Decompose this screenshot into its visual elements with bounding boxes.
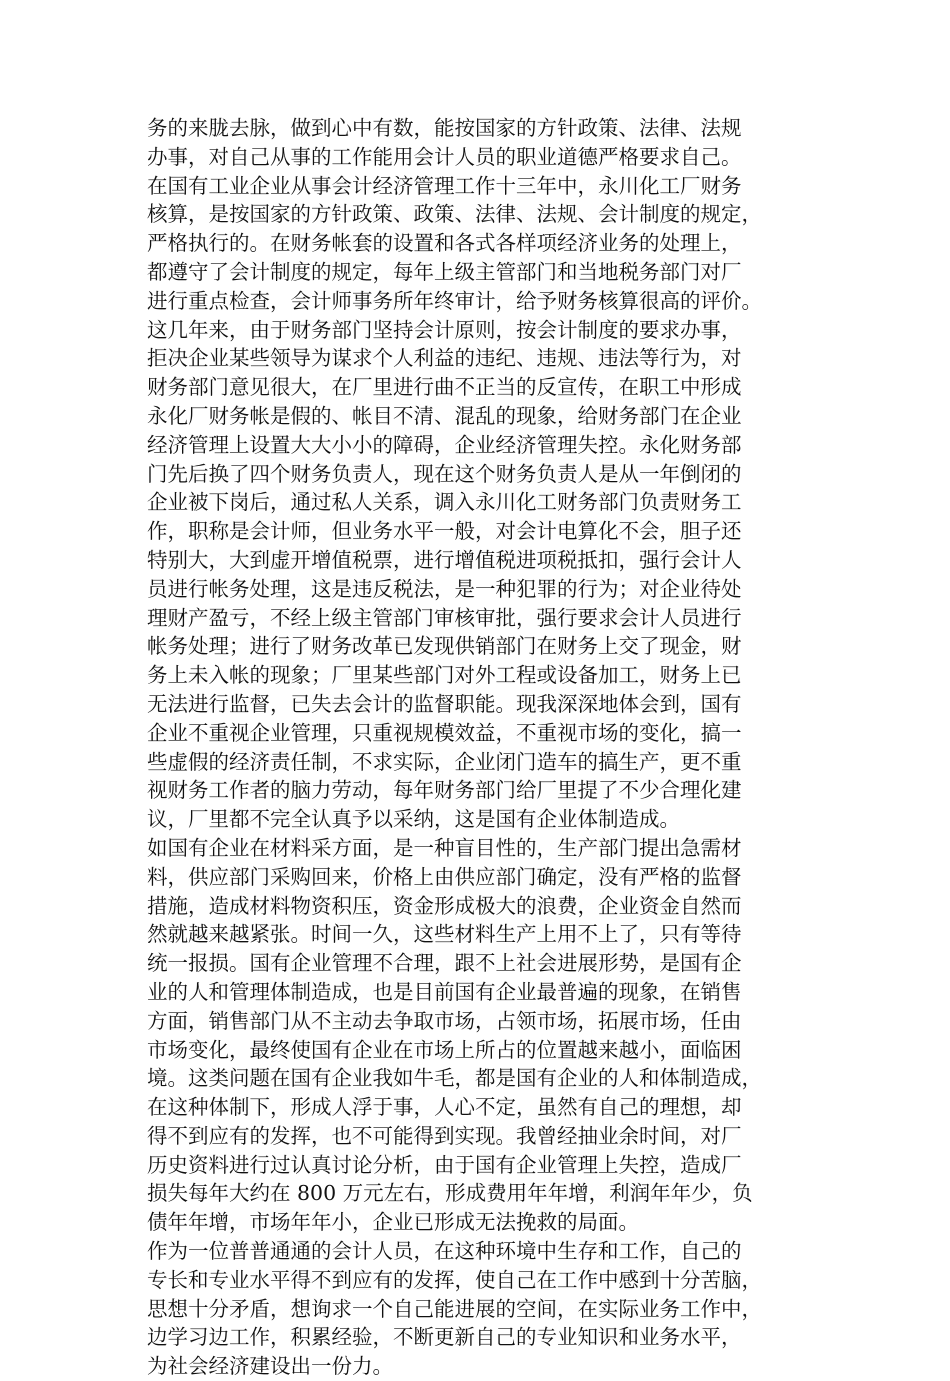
text-line: 如国有企业在材料采方面，是一种盲目性的，生产部门提出急需材 [147, 835, 742, 860]
text-line: 专长和专业水平得不到应有的发挥，使自己在工作中感到十分苦脑， [147, 1267, 762, 1292]
text-line: 财务部门意见很大，在厂里进行曲不正当的反宣传，在职工中形成 [147, 375, 742, 400]
text-line: 作，职称是会计师，但业务水平一般，对会计电算化不会，胆子还 [147, 519, 742, 544]
text-line: 无法进行监督，已失去会计的监督职能。现我深深地体会到，国有 [147, 691, 742, 716]
text-line: 债年年增，市场年年小，企业已形成无法挽救的局面。 [147, 1210, 639, 1235]
text-line: 进行重点检查，会计师事务所年终审计，给予财务核算很高的评价。 [147, 288, 762, 313]
text-line: 企业被下岗后，通过私人关系，调入永川化工财务部门负责财务工 [147, 490, 742, 515]
text-line: 办事，对自己从事的工作能用会计人员的职业道德严格要求自己。 [147, 144, 742, 169]
text-line: 永化厂财务帐是假的、帐目不清、混乱的现象，给财务部门在企业 [147, 403, 742, 428]
text-line: 经济管理上设置大大小小的障碍，企业经济管理失控。永化财务部 [147, 432, 742, 457]
text-line: 议，厂里都不完全认真予以采纳，这是国有企业体制造成。 [147, 807, 680, 832]
text-line: 边学习边工作，积累经验，不断更新自己的专业知识和业务水平， [147, 1325, 742, 1350]
text-line: 都遵守了会计制度的规定，每年上级主管部门和当地税务部门对厂 [147, 259, 742, 284]
text-line: 帐务处理；进行了财务改革已发现供销部门在财务上交了现金，财 [147, 634, 742, 659]
text-line: 统一报损。国有企业管理不合理，跟不上社会进展形势，是国有企 [147, 951, 742, 976]
text-line: 方面，销售部门从不主动去争取市场，占领市场，拓展市场，任由 [147, 1008, 742, 1033]
text-line: 业的人和管理体制造成，也是目前国有企业最普遍的现象，在销售 [147, 979, 742, 1004]
text-line: 员进行帐务处理，这是违反税法，是一种犯罪的行为；对企业待处 [147, 576, 742, 601]
text-line: 为社会经济建设出一份力。 [147, 1354, 393, 1379]
text-line: 拒决企业某些领导为谋求个人利益的违纪、违规、违法等行为，对 [147, 346, 742, 371]
text-line: 企业不重视企业管理，只重视规模效益，不重视市场的变化，搞一 [147, 720, 742, 745]
text-line: 得不到应有的发挥，也不可能得到实现。我曾经抽业余时间，对厂 [147, 1123, 742, 1148]
text-line: 务的来胧去脉，做到心中有数，能按国家的方针政策、法律、法规 [147, 116, 742, 140]
text-line: 这几年来，由于财务部门坚持会计原则，按会计制度的要求办事， [147, 317, 742, 342]
text-line: 特别大，大到虚开增值税票，进行增值税进项税抵扣，强行会计人 [147, 547, 742, 572]
text-line: 务上未入帐的现象；厂里某些部门对外工程或设备加工，财务上已 [147, 663, 742, 688]
text-line: 作为一位普普通通的会计人员，在这种环境中生存和工作，自己的 [147, 1239, 742, 1264]
text-line: 然就越来越紧张。时间一久，这些材料生产上用不上了，只有等待 [147, 922, 742, 947]
text-line: 思想十分矛盾，想询求一个自己能进展的空间，在实际业务工作中， [147, 1296, 762, 1321]
text-line: 历史资料进行过认真讨论分析，由于国有企业管理上失控，造成厂 [147, 1152, 742, 1177]
text-line: 严格执行的。在财务帐套的设置和各式各样项经济业务的处理上， [147, 231, 742, 256]
text-line: 门先后换了四个财务负责人，现在这个财务负责人是从一年倒闭的 [147, 461, 742, 486]
text-line: 视财务工作者的脑力劳动，每年财务部门给厂里提了不少合理化建 [147, 778, 742, 803]
text-line: 在这种体制下，形成人浮于事，人心不定，虽然有自己的理想，却 [147, 1095, 742, 1120]
text-line: 境。这类问题在国有企业我如牛毛，都是国有企业的人和体制造成， [147, 1066, 762, 1091]
body-text [147, 114, 809, 1381]
text-line: 措施，造成材料物资积压，资金形成极大的浪费，企业资金自然而 [147, 893, 742, 918]
text-line: 些虚假的经济责任制，不求实际，企业闭门造车的搞生产，更不重 [147, 749, 742, 774]
text-line: 市场变化，最终使国有企业在市场上所占的位置越来越小，面临困 [147, 1037, 742, 1062]
text-line: 理财产盈亏，不经上级主管部门审核审批，强行要求会计人员进行 [147, 605, 742, 630]
text-line: 料，供应部门采购回来，价格上由供应部门确定，没有严格的监督 [147, 864, 742, 889]
text-line: 核算，是按国家的方针政策、政策、法律、法规、会计制度的规定， [147, 202, 762, 227]
text-line: 损失每年大约在 800 万元左右，形成费用年年增，利润年年少，负 [147, 1181, 753, 1206]
text-line: 在国有工业企业从事会计经济管理工作十三年中，永川化工厂财务 [147, 173, 742, 198]
